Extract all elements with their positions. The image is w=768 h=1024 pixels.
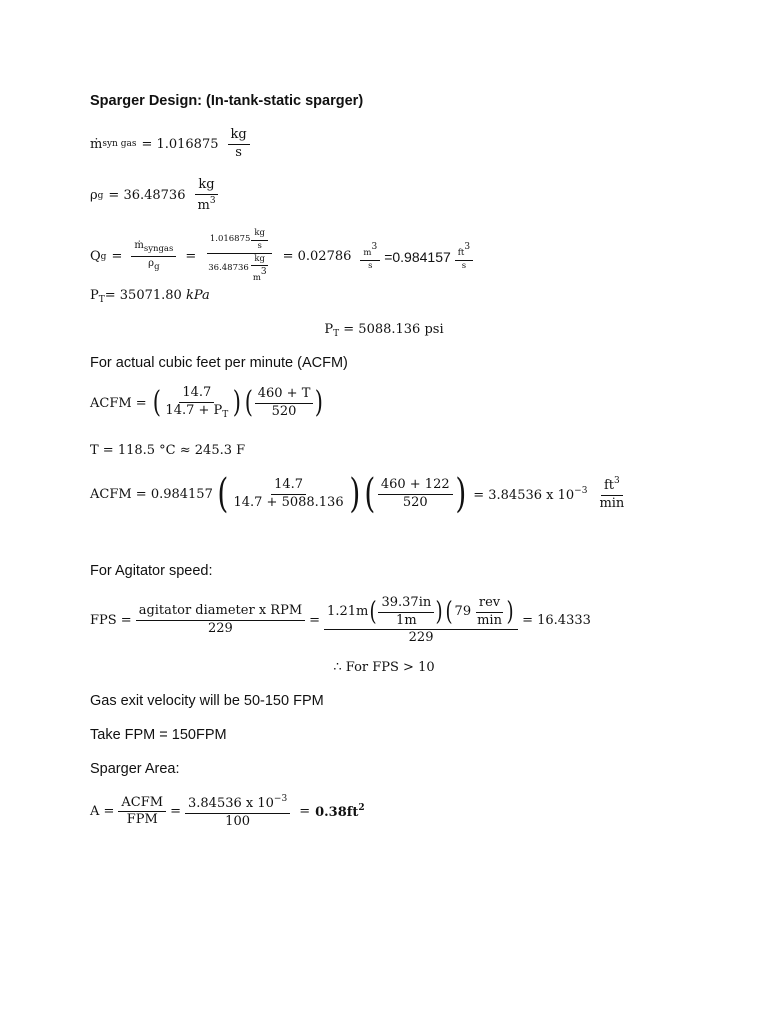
area-lhs: A = xyxy=(90,804,115,820)
area-values-fraction: $\frac{3.84536 x 10^{-3}}{100}$ xyxy=(185,794,290,830)
rho-value: = 36.48736 xyxy=(108,188,186,204)
q-result-ft3: =0.984157 xyxy=(384,248,451,265)
acfm-lhs: ACFM = xyxy=(90,395,147,411)
q-symbol: Q xyxy=(90,249,101,265)
fps-equation xyxy=(90,596,591,646)
fps-result: = 16.4333 xyxy=(522,613,591,629)
acfm-calc-result: = 3.84536 x 10 xyxy=(473,487,575,503)
mdot-value: = 1.016875 xyxy=(141,136,219,152)
fps-eq: = xyxy=(309,613,321,629)
mdot-unit-num: kg xyxy=(228,128,250,145)
acfm-calc-lhs: ACFM = 0.984157 xyxy=(90,486,213,502)
volumetric-flow-equation xyxy=(90,229,477,284)
fps-definition-fraction: $\frac{\text{agitator diameter x RPM}}{229}$ xyxy=(136,604,305,637)
area-definition-fraction: $\frac{\text{ACFM}}{\text{FPM}}$ xyxy=(118,796,166,829)
temperature-line: T = 118.5 °C ≈ 245.3 F xyxy=(90,443,246,458)
q-ratio-fraction: $\frac{ṁ_{syngas}}{\rho_g}$ xyxy=(131,240,176,273)
area-equation xyxy=(90,794,365,830)
fps-lhs: FPS = xyxy=(90,613,132,629)
density-equation xyxy=(90,178,223,214)
mdot-subscript: syn gas xyxy=(102,139,137,150)
q-eq2: = xyxy=(185,249,197,265)
acfm-heading: For actual cubic feet per minute (ACFM) xyxy=(90,355,348,371)
q-result-m3: = 0.02786 xyxy=(282,249,352,265)
q-eq1: = xyxy=(111,249,123,265)
fps-condition: ∴ For FPS > 10 xyxy=(333,660,435,675)
area-result: $0.38ft^2$ xyxy=(315,803,365,821)
take-fpm-text: Take FPM = 150FPM xyxy=(90,727,227,743)
area-eq: = xyxy=(170,804,181,820)
rho-unit xyxy=(194,178,218,214)
acfm-pressure-fraction: $\frac{14.7}{14.7 + P_T}$ xyxy=(165,385,229,420)
acfm-calculation: ACFM = 0.984157 ( $\frac{14.7}{14.7 + 5088.136}$ ) ( $\frac{460 + 122}{520}$ ) = 3.84536 x $10^{-3}$ $\frac{ft^3}{\min}$ xyxy=(90,474,631,514)
sparger-area-heading: Sparger Area: xyxy=(90,761,180,777)
mdot-symbol: ṁ xyxy=(90,136,103,152)
q-subscript: g xyxy=(100,251,107,262)
total-pressure-psi: $P_T = 5088.136$ psi xyxy=(324,322,444,339)
fps-values-fraction: 1.21m ( $\frac{39.37in}{1m}$ ) ( 79 $\frac{\text{rev}}{\min}$ ) 229 xyxy=(324,596,518,646)
acfm-calc-unit: $\frac{ft^3}{\min}$ xyxy=(599,476,625,511)
rho-subscript: g xyxy=(97,190,104,201)
total-pressure-kpa: $P_T= 35071.80$ kPa xyxy=(90,288,210,305)
acfm-calc-pressure-fraction: $\frac{14.7}{14.7 + 5088.136}$ xyxy=(233,476,344,510)
q-unit-ft3s: $\frac{ft^3}{s}$ xyxy=(455,242,473,272)
q-unit-m3s: $\frac{m^3}{s}$ xyxy=(360,242,380,272)
q-values-fraction: 1.016875 $\frac{kg}{s}$ 36.48736 $\frac{kg}{m^3}$ xyxy=(205,229,273,284)
gas-exit-velocity-text: Gas exit velocity will be 50-150 FPM xyxy=(90,693,324,709)
page-title: Sparger Design: (In-tank-static sparger) xyxy=(90,93,364,109)
acfm-temp-fraction: $\frac{460 + T}{520}$ xyxy=(255,387,314,420)
rho-unit-num: kg xyxy=(195,178,217,195)
acfm-formula: ACFM = ( $\frac{14.7}{14.7 + P_T}$ ) ( $\frac{460 + T}{520}$ ) xyxy=(90,385,324,421)
rho-unit-den: $m^3$ xyxy=(197,195,216,213)
acfm-calc-temp-fraction: $\frac{460 + 122}{520}$ xyxy=(378,478,453,511)
agitator-heading: For Agitator speed: xyxy=(90,563,213,579)
mdot-unit xyxy=(228,128,250,161)
area-result-eq: = xyxy=(299,804,311,820)
mass-flow-equation xyxy=(90,128,254,161)
mdot-unit-den: s xyxy=(235,144,242,160)
rho-symbol: ρ xyxy=(90,188,98,204)
